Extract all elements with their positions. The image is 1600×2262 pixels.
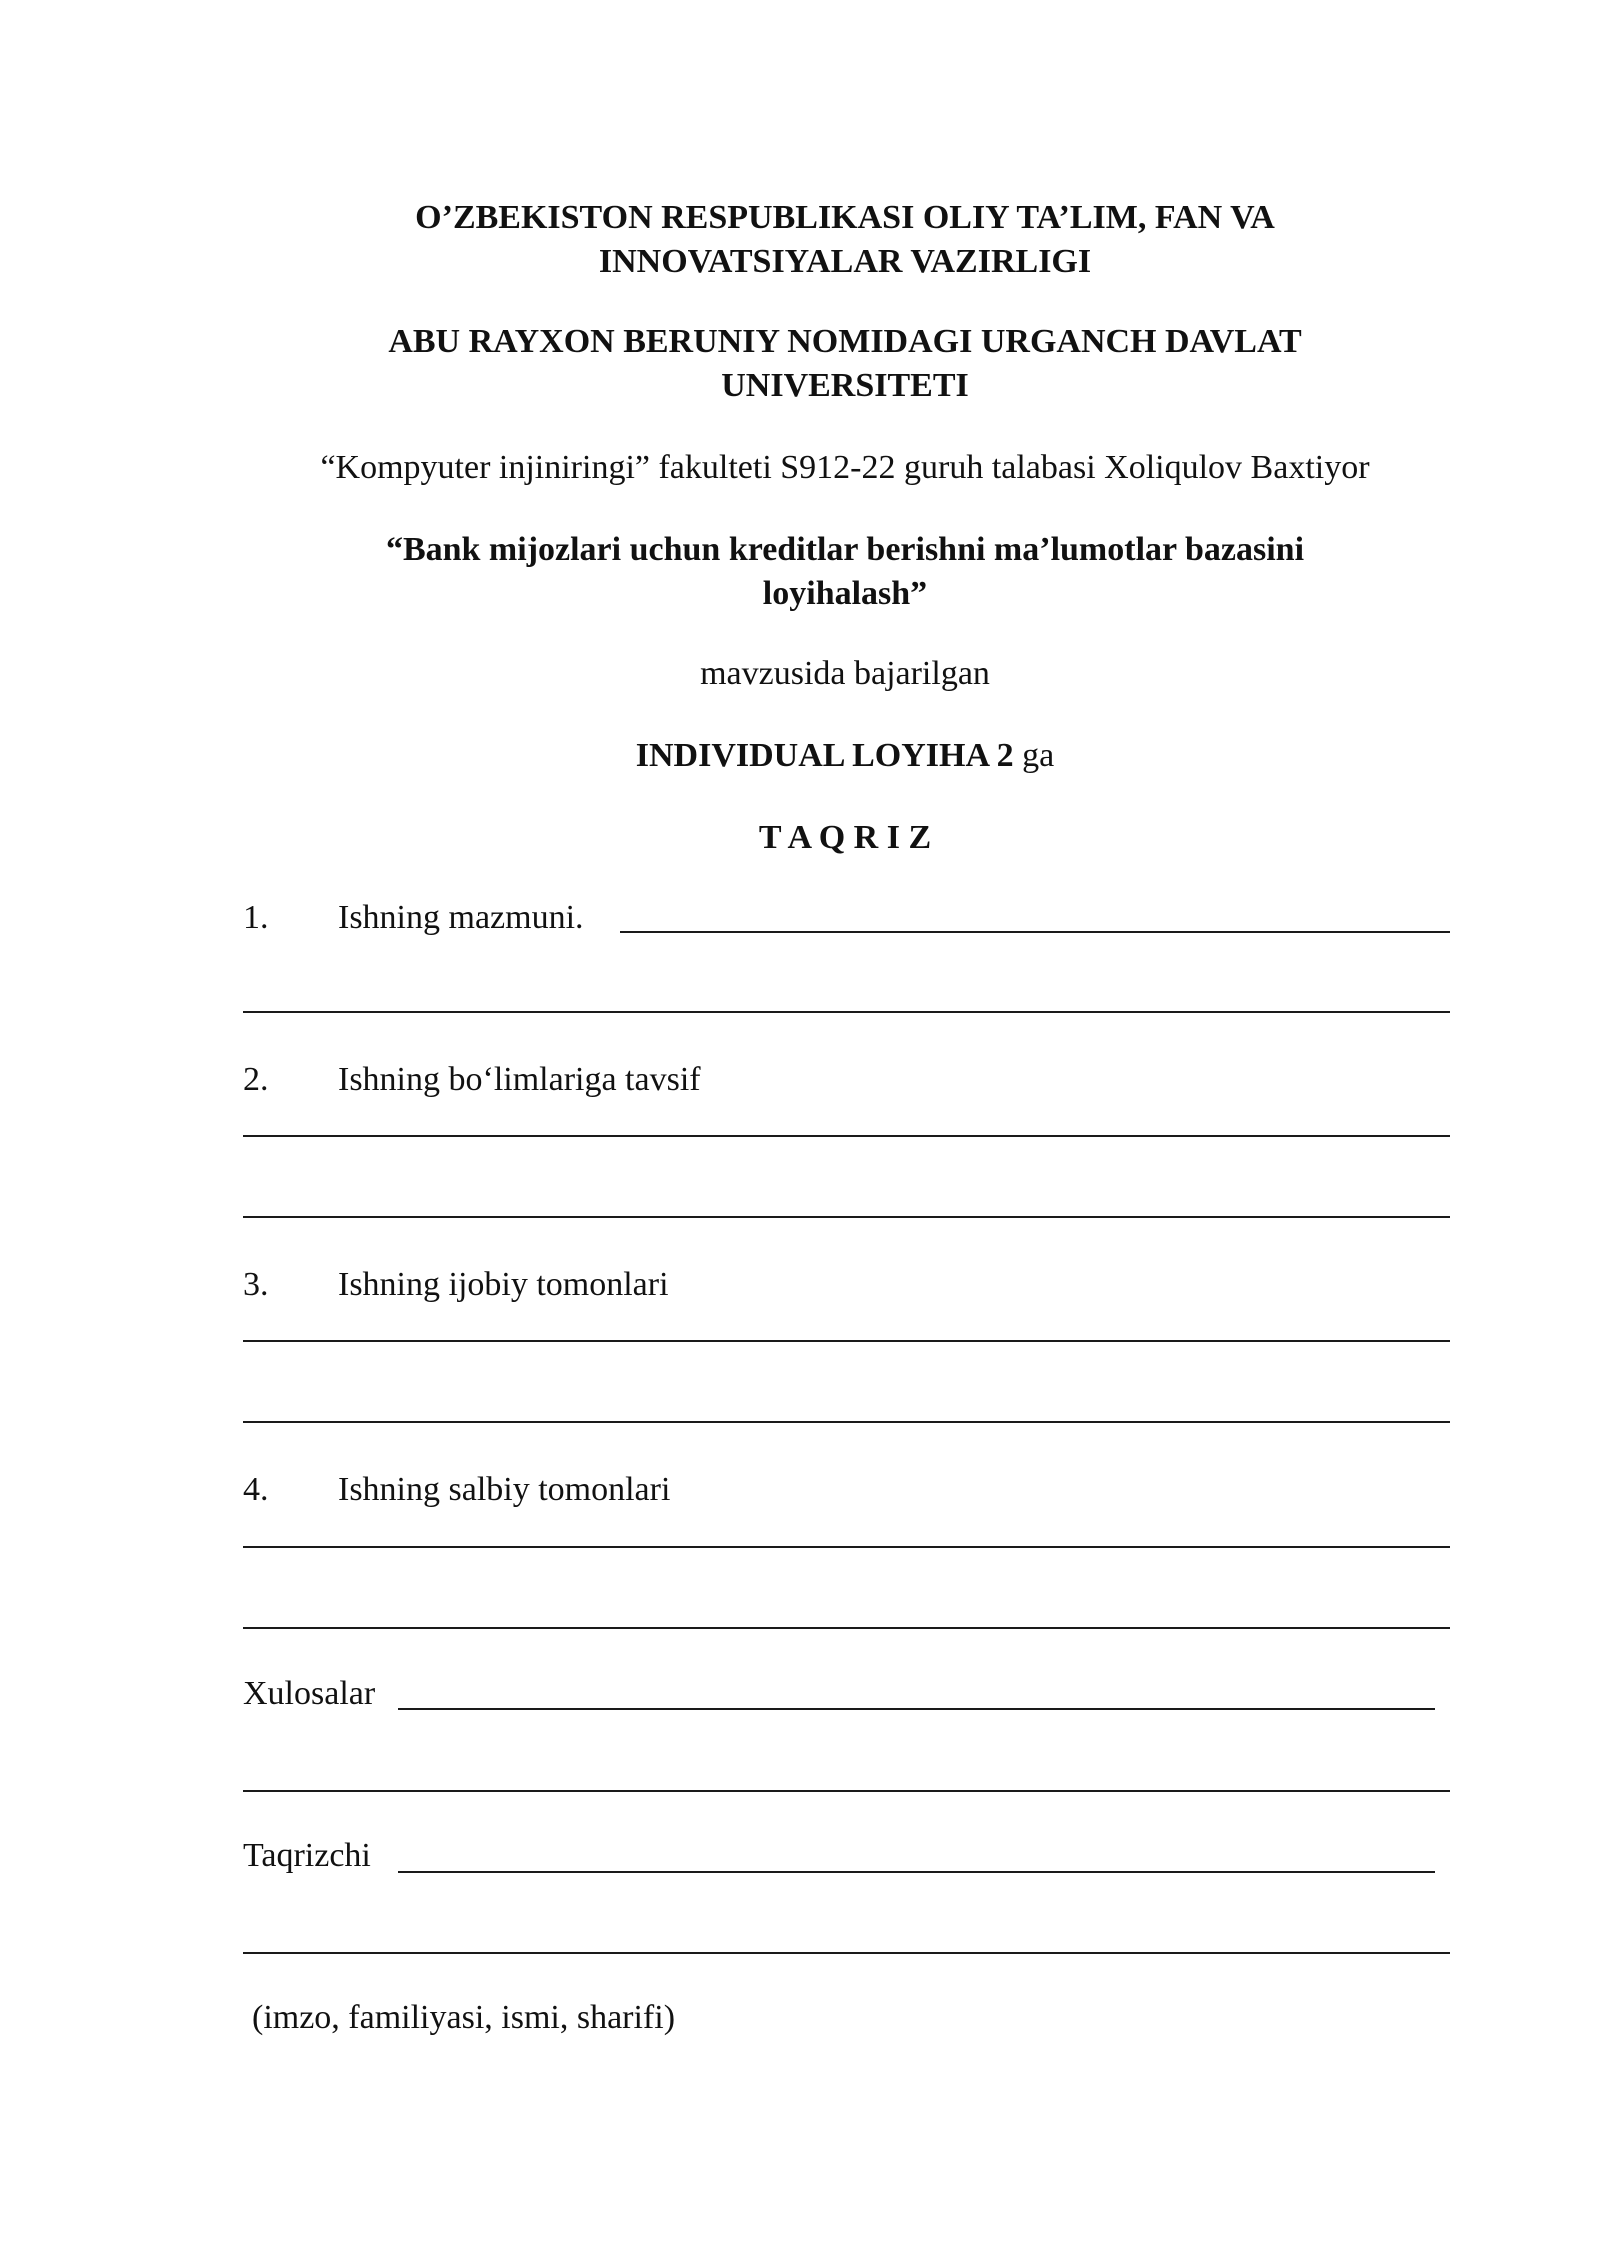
item-4-answer-line-1[interactable]: [243, 1546, 1450, 1548]
conclusions-line-2[interactable]: [243, 1790, 1450, 1792]
item-3-answer-line-1[interactable]: [243, 1340, 1450, 1342]
signature-note: (imzo, familiyasi, ismi, sharifi): [252, 1999, 676, 2036]
item-3-number: 3.: [243, 1266, 269, 1303]
item-1-label: Ishning mazmuni.: [338, 899, 584, 936]
topic-suffix: mavzusida bajarilgan: [700, 655, 990, 692]
item-3-answer-line-2[interactable]: [243, 1421, 1450, 1423]
conclusions-line-1[interactable]: [398, 1708, 1435, 1710]
item-3-label: Ishning ijobiy tomonlari: [338, 1266, 669, 1303]
project-label-suffix: ga: [1013, 737, 1055, 774]
item-1-answer-line-2[interactable]: [243, 1011, 1450, 1013]
reviewer-label: Taqrizchi: [243, 1837, 371, 1874]
project-label-bold: INDIVIDUAL LOYIHA 2: [635, 737, 1014, 774]
document-title: T A Q R I Z: [758, 819, 932, 856]
topic-title-line-1: “Bank mijozlari uchun kreditlar berishni ma’lumotlar bazasini: [385, 531, 1305, 568]
item-1-number: 1.: [243, 899, 269, 936]
student-info-line: “Kompyuter injiniringi” fakulteti S912-22 guruh talabasi Xoliqulov Baxtiyor: [320, 449, 1370, 486]
topic-title-line-2: loyihalash”: [762, 575, 928, 612]
reviewer-line-2[interactable]: [243, 1952, 1450, 1954]
university-title-line-2: UNIVERSITETI: [721, 367, 969, 404]
ministry-title-line-2: INNOVATSIYALAR VAZIRLIGI: [598, 243, 1092, 280]
project-label: [0, 734, 1600, 778]
conclusions-label: Xulosalar: [243, 1675, 376, 1712]
item-4-answer-line-2[interactable]: [243, 1627, 1450, 1629]
item-2-answer-line-1[interactable]: [243, 1135, 1450, 1137]
item-2-number: 2.: [243, 1061, 269, 1098]
ministry-title-line-1: O’ZBEKISTON RESPUBLIKASI OLIY TA’LIM, FAN VA: [415, 199, 1275, 236]
item-4-label: Ishning salbiy tomonlari: [338, 1471, 671, 1508]
item-4-number: 4.: [243, 1471, 269, 1508]
item-2-answer-line-2[interactable]: [243, 1216, 1450, 1218]
university-title-line-1: ABU RAYXON BERUNIY NOMIDAGI URGANCH DAVLAT: [388, 323, 1302, 360]
item-1-answer-line-1[interactable]: [620, 931, 1450, 933]
item-2-label: Ishning bo‘limlariga tavsif: [338, 1061, 701, 1098]
reviewer-line-1[interactable]: [398, 1871, 1435, 1873]
